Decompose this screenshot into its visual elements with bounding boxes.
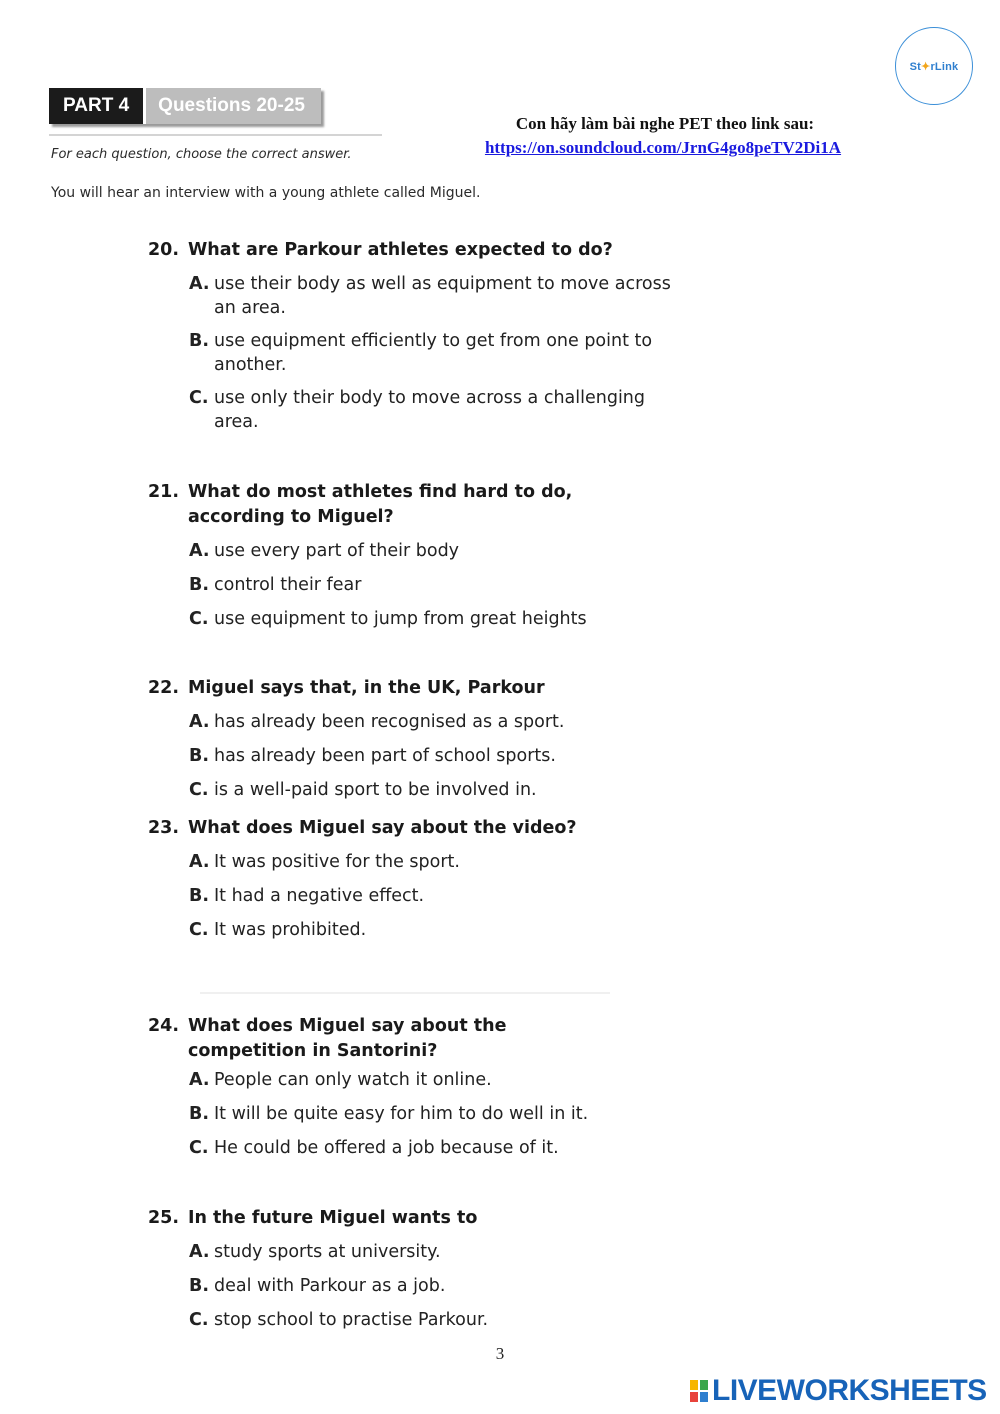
option-letter: C. bbox=[189, 780, 209, 800]
option-c[interactable] bbox=[189, 918, 688, 942]
option-letter: C. bbox=[189, 609, 209, 629]
question-23 bbox=[148, 816, 688, 942]
option-letter: B. bbox=[189, 1104, 209, 1124]
question-heading bbox=[148, 480, 688, 530]
option-text: has already been part of school sports. bbox=[214, 746, 556, 766]
question-heading bbox=[148, 816, 688, 841]
option-text: deal with Parkour as a job. bbox=[214, 1276, 446, 1296]
option-text: It will be quite easy for him to do well in it. bbox=[214, 1104, 589, 1124]
option-letter: B. bbox=[189, 331, 209, 351]
question-20 bbox=[148, 238, 688, 434]
option-text: He could be offered a job because of it. bbox=[214, 1138, 559, 1158]
option-text: It was prohibited. bbox=[214, 920, 367, 940]
question-heading bbox=[148, 238, 688, 263]
question-22 bbox=[148, 676, 688, 802]
liveworksheets-brand bbox=[690, 1374, 987, 1408]
option-letter: C. bbox=[189, 1138, 209, 1158]
soundcloud-link[interactable]: https://on.soundcloud.com/JrnG4go8peTV2Di1A bbox=[484, 138, 842, 157]
option-text: People can only watch it online. bbox=[214, 1070, 492, 1090]
option-letter: B. bbox=[189, 886, 209, 906]
option-letter: C. bbox=[189, 920, 209, 940]
option-letter: C. bbox=[189, 1310, 209, 1330]
option-letter: B. bbox=[189, 1276, 209, 1296]
option-b[interactable] bbox=[189, 1274, 688, 1298]
option-text: use equipment to jump from great heights bbox=[214, 609, 587, 629]
option-b[interactable] bbox=[189, 329, 688, 377]
question-number: 23. bbox=[148, 818, 180, 838]
option-text: study sports at university. bbox=[214, 1242, 441, 1262]
part-label: PART 4 bbox=[49, 88, 143, 124]
option-b[interactable] bbox=[189, 1102, 688, 1126]
question-text: In the future Miguel wants to bbox=[188, 1208, 478, 1228]
option-text: use every part of their body bbox=[214, 541, 460, 561]
option-b[interactable] bbox=[189, 573, 688, 597]
questions-range-label: Questions 20-25 bbox=[143, 88, 321, 124]
question-heading bbox=[148, 676, 688, 701]
brand-text: LIVEWORKSHEETS bbox=[712, 1374, 987, 1407]
option-text: use their body as well as equipment to move across an area. bbox=[214, 274, 671, 318]
note-title: Con hãy làm bài nghe PET theo link sau: bbox=[515, 114, 815, 133]
question-number: 21. bbox=[148, 482, 180, 502]
option-letter: A. bbox=[189, 1242, 210, 1262]
option-a[interactable] bbox=[189, 1240, 688, 1264]
question-number: 25. bbox=[148, 1208, 180, 1228]
question-number: 24. bbox=[148, 1016, 180, 1036]
starlink-logo bbox=[895, 27, 973, 105]
option-text: stop school to practise Parkour. bbox=[214, 1310, 489, 1330]
question-21 bbox=[148, 480, 688, 631]
option-b[interactable] bbox=[189, 744, 688, 768]
option-letter: B. bbox=[189, 575, 209, 595]
option-letter: A. bbox=[189, 274, 210, 294]
question-number: 20. bbox=[148, 240, 180, 260]
question-text: What do most athletes find hard to do, according to Miguel? bbox=[188, 482, 573, 527]
question-text: What does Miguel say about the video? bbox=[188, 818, 577, 838]
intro-text: You will hear an interview with a young athlete called Miguel. bbox=[51, 185, 481, 201]
star-icon: ✦ bbox=[921, 60, 931, 73]
option-c[interactable] bbox=[189, 386, 688, 434]
option-letter: C. bbox=[189, 388, 209, 408]
option-c[interactable] bbox=[189, 778, 688, 802]
question-heading bbox=[148, 1206, 688, 1231]
option-a[interactable] bbox=[189, 710, 688, 734]
question-text: What does Miguel say about the competition in Santorini? bbox=[188, 1016, 507, 1061]
part-header bbox=[49, 88, 321, 124]
option-c[interactable] bbox=[189, 1136, 688, 1160]
option-text: is a well-paid sport to be involved in. bbox=[214, 780, 537, 800]
divider bbox=[200, 992, 610, 994]
option-text: use equipment efficiently to get from one point to another. bbox=[214, 331, 653, 375]
instruction-text: For each question, choose the correct answer. bbox=[51, 147, 352, 162]
option-c[interactable] bbox=[189, 607, 688, 631]
question-25 bbox=[148, 1206, 688, 1332]
option-c[interactable] bbox=[189, 1308, 688, 1332]
option-letter: A. bbox=[189, 1070, 210, 1090]
question-24 bbox=[148, 1014, 688, 1160]
question-text: Miguel says that, in the UK, Parkour bbox=[188, 678, 545, 698]
question-heading bbox=[148, 1014, 688, 1064]
option-b[interactable] bbox=[189, 884, 688, 908]
option-letter: B. bbox=[189, 746, 209, 766]
option-text: has already been recognised as a sport. bbox=[214, 712, 565, 732]
option-a[interactable] bbox=[189, 272, 688, 320]
option-text: control their fear bbox=[214, 575, 362, 595]
header-divider bbox=[49, 134, 382, 136]
option-letter: A. bbox=[189, 541, 210, 561]
question-number: 22. bbox=[148, 678, 180, 698]
option-a[interactable] bbox=[189, 850, 688, 874]
option-letter: A. bbox=[189, 852, 210, 872]
option-a[interactable] bbox=[189, 1068, 688, 1092]
question-text: What are Parkour athletes expected to do? bbox=[188, 240, 613, 260]
page-number: 3 bbox=[495, 1344, 505, 1363]
liveworksheets-icon bbox=[690, 1380, 708, 1402]
option-letter: A. bbox=[189, 712, 210, 732]
option-text: It had a negative effect. bbox=[214, 886, 425, 906]
option-text: use only their body to move across a challenging area. bbox=[214, 388, 646, 432]
option-a[interactable] bbox=[189, 539, 688, 563]
starlink-logo-text: St✦rLink bbox=[909, 60, 959, 73]
option-text: It was positive for the sport. bbox=[214, 852, 460, 872]
